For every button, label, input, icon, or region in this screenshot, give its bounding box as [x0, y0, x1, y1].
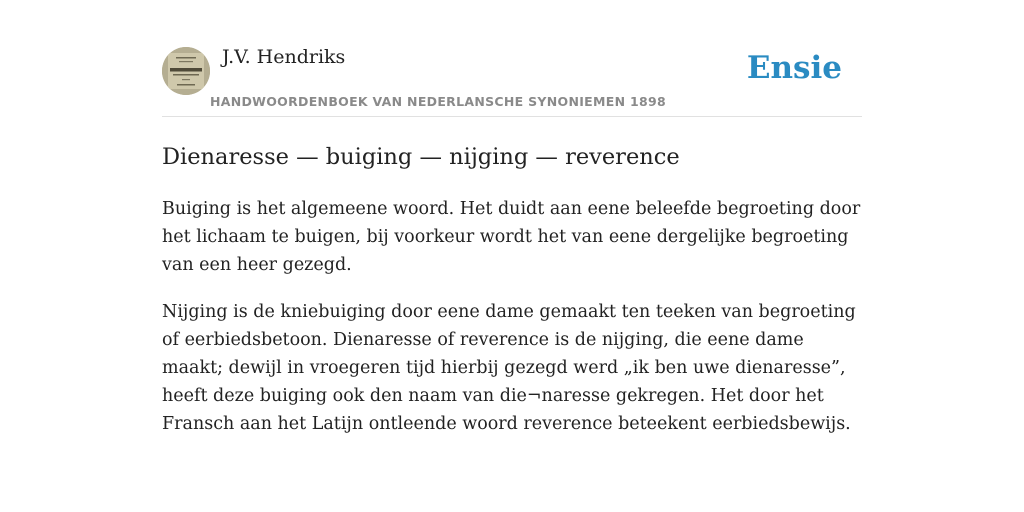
entry-header	[162, 42, 862, 117]
entry-definition	[162, 195, 862, 438]
entry-container	[162, 42, 862, 457]
book-cover-icon[interactable]	[162, 47, 210, 95]
definition-paragraph: Nijging is de kniebuiging door eene dame gemaakt ten teeken van begroeting of eerbiedsbetoon. Dienaresse of reverence is de nijging, die eene dame maakt; dewijl in vroegeren tijd hierbij gezegd werd „ik ben uwe dienaresse”, heeft deze buiging ook den naam van die¬naresse gekregen. Het door het Fransch aan het Latijn ontleende woord reverence beteekent eerbiedsbewijs.	[162, 302, 856, 434]
author-name[interactable]: J.V. Hendriks	[222, 46, 346, 68]
brand-logo[interactable]: Ensie	[746, 50, 842, 86]
entry-title: Dienaresse — buiging — nijging — reverence	[162, 144, 680, 170]
definition-paragraph: Buiging is het algemeene woord. Het duidt aan eene beleefde begroeting door het lichaam te buigen, bij voorkeur wordt het van eene dergelijke begroeting van een heer gezegd.	[162, 199, 861, 275]
source-title[interactable]: HANDWOORDENBOEK VAN NEDERLANSCHE SYNONIEMEN 1898	[210, 94, 667, 109]
